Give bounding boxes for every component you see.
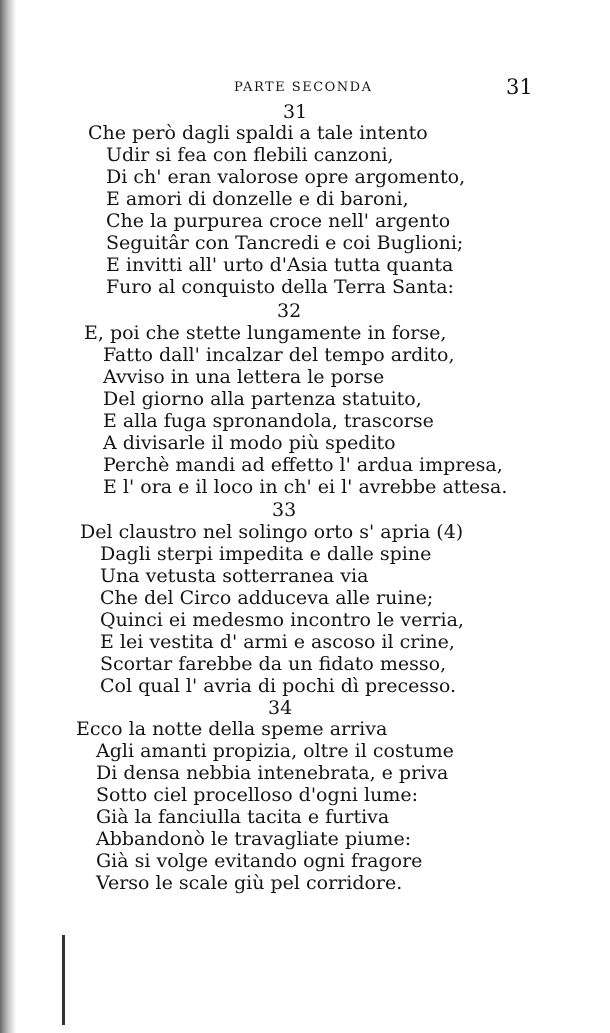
verse-line: Che però dagli spaldi a tale intento [88,122,428,144]
verse-line: E lei vestita d' armi e ascoso il crine, [100,631,455,653]
verse-line: E alla fuga spronandola, trascorse [103,410,434,432]
page-number: 31 [506,75,533,99]
verse-line: Fatto dall' incalzar del tempo ardito, [103,344,455,366]
verse-line: A divisarle il modo più spedito [103,432,396,454]
verse-line: Dagli sterpi impedita e dalle spine [100,543,432,565]
verse-line: Del giorno alla partenza statuito, [103,388,422,410]
verse-line: Verso le scale giù pel corridore. [96,872,403,894]
verse-line: E invitti all' urto d'Asia tutta quanta [106,254,454,276]
verse-line: E, poi che stette lungamente in forse, [84,322,447,344]
running-head: PARTE SECONDA [234,80,373,95]
verse-line: Di ch' eran valorose opre argomento, [106,166,466,188]
verse-line: Che del Circo adduceva alle ruine; [100,587,434,609]
verse-line: Sotto ciel procelloso d'ogni lume: [96,784,418,806]
verse-line: Del claustro nel solingo orto s' apria (4) [80,521,464,543]
verse-line: Già si volge evitando ogni fragore [96,850,423,872]
stanza-number: 34 [268,697,293,719]
verse-line: Di densa nebbia intenebrata, e priva [96,762,449,784]
verse-line: Una vetusta sotterranea via [100,565,369,587]
verse-line: Perchè mandi ad effetto l' ardua impresa, [103,454,503,476]
stanza-number: 32 [277,300,302,322]
verse-line: Che la purpurea croce nell' argento [106,210,451,232]
verse-line: Avviso in una lettera le porse [103,366,385,388]
page-header [0,75,610,100]
verse-line: Già la fanciulla tacita e furtiva [96,806,390,828]
verse-line: Ecco la notte della speme arriva [76,718,388,740]
verse-line: Udir si fea con flebili canzoni, [106,144,394,166]
page-gutter-shadow [0,0,16,1033]
verse-line: E l' ora e il loco in ch' ei l' avrebbe attesa. [103,476,508,498]
verse-line: Abbandonò le travagliate piume: [96,828,412,850]
verse-line: E amori di donzelle e di baroni, [106,188,409,210]
verse-line: Quinci ei medesmo incontro le verria, [100,609,464,631]
margin-mark [62,935,65,1025]
verse-line: Scortar farebbe da un fidato messo, [100,653,447,675]
verse-line: Furo al conquisto della Terra Santa: [106,276,454,298]
verse-line: Agli amanti propizia, oltre il costume [96,740,454,762]
stanza-number: 33 [272,499,297,521]
verse-line: Seguitâr con Tancredi e coi Buglioni; [106,232,464,254]
stanza-number: 31 [283,101,308,123]
verse-line: Col qual l' avria di pochi dì precesso. [100,675,457,697]
